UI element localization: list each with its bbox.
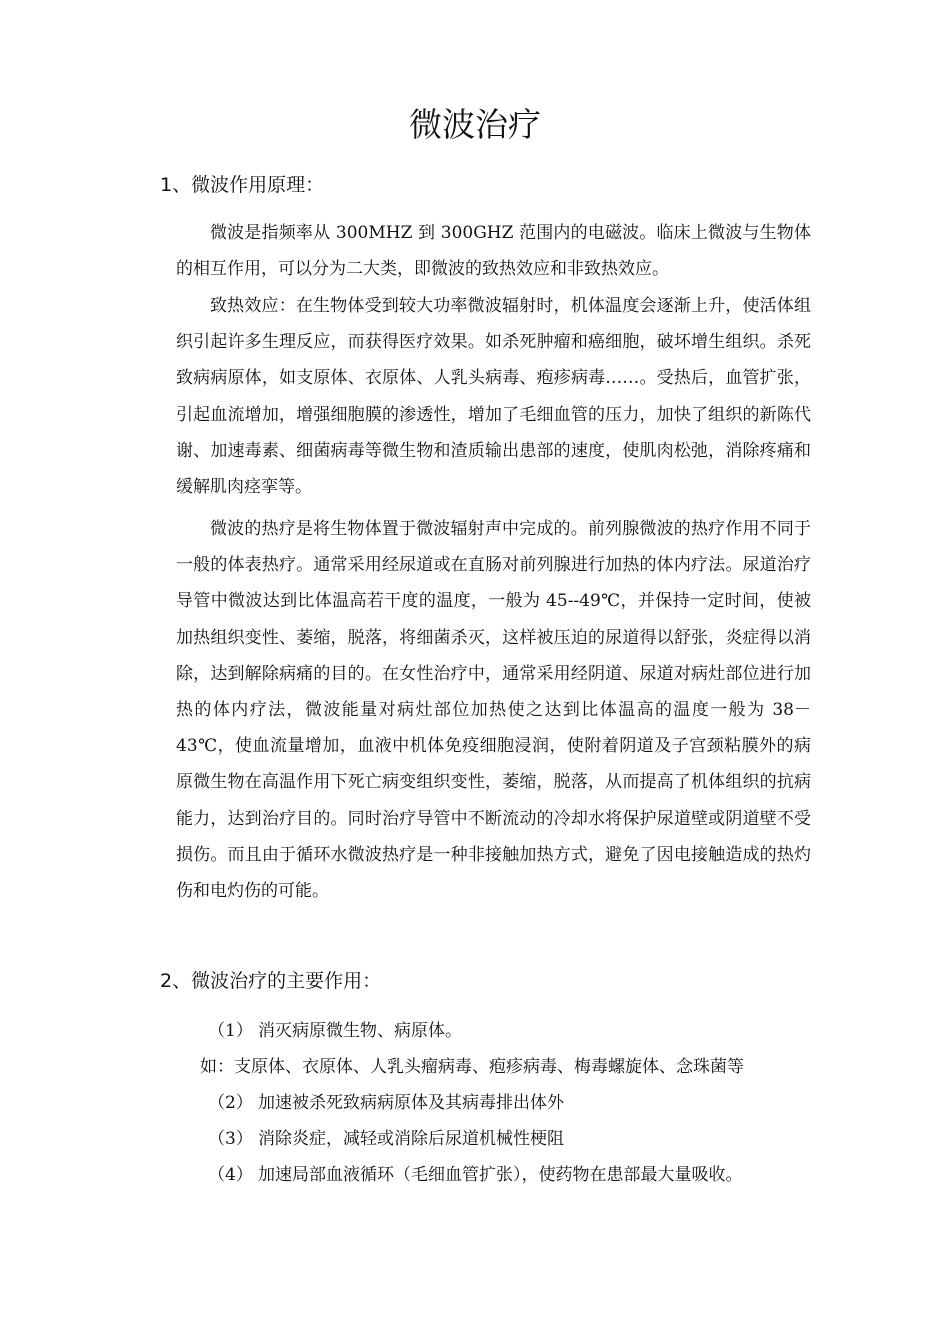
list-item-number: （4） bbox=[208, 1165, 253, 1185]
list-item-example: 如：支原体、衣原体、人乳头瘤病毒、疱疹病毒、梅毒螺旋体、念珠菌等 bbox=[200, 1057, 744, 1077]
list-item-text: 加速局部血液循环（毛细血管扩张），使药物在患部最大量吸收。 bbox=[258, 1165, 743, 1185]
paragraph-text: 微波是指频率从 300MHZ 到 300GHZ 范围内的电磁波。临床上微波与生物体的相互作用，可以分为二大类，即微波的致热效应和非致热效应。 bbox=[176, 223, 811, 280]
list-item bbox=[200, 1013, 815, 1049]
list-item bbox=[200, 1085, 815, 1121]
list-item-number: （1） bbox=[208, 1021, 253, 1041]
section-1-paragraph-1 bbox=[176, 215, 811, 287]
section-1-heading: 1、微波作用原理： bbox=[160, 174, 325, 196]
list-item-number: （3） bbox=[208, 1129, 253, 1149]
list-item-text: 消灭病原微生物、病原体。 bbox=[258, 1021, 462, 1041]
section-1-paragraph-3 bbox=[176, 511, 811, 909]
list-item bbox=[200, 1121, 815, 1157]
section-2-heading: 2、微波治疗的主要作用： bbox=[160, 970, 382, 992]
list-item-text: 消除炎症，减轻或消除后尿道机械性梗阻 bbox=[258, 1129, 564, 1149]
paragraph-text: 微波的热疗是将生物体置于微波辐射声中完成的。前列腺微波的热疗作用不同于一般的体表热疗。通常采用经尿道或在直肠对前列腺进行加热的体内疗法。尿道治疗导管中微波达到比体温高若干度的温度，一般为 45--49℃，并保持一定时间，使被加热组织变性、萎缩，脱落，将细菌杀灭，这样被压迫的尿道得以舒张，炎症得以消除，达到解除病痛的目的。在女性治疗中，通常采用经阴道、尿道对病灶部位进行加热的体内疗法，微波能量对病灶部位加热使之达到比体温高的温度一般为 38－43℃，使血流量增加，血液中机体免疫细胞浸润，使附着阴道及子宫颈粘膜外的病原微生物在高温作用下死亡病变组织变性，萎缩，脱落，从而提高了机体组织的抗病能力，达到治疗目的。同时治疗导管中不断流动的冷却水将保护尿道壁或阴道壁不受损伤。而且由于循环水微波热疗是一种非接触加热方式，避免了因电接触造成的热灼伤和电灼伤的可能。 bbox=[176, 519, 811, 902]
section-1-paragraph-2 bbox=[176, 288, 811, 505]
list-item-text: 加速被杀死致病病原体及其病毒排出体外 bbox=[258, 1093, 564, 1113]
list-item bbox=[200, 1157, 815, 1193]
paragraph-text: 致热效应：在生物体受到较大功率微波辐射时，机体温度会逐渐上升，使活体组织引起许多生理反应，而获得医疗效果。如杀死肿瘤和癌细胞，破坏增生组织。杀死致病病原体，如支原体、衣原体、人乳头病毒、疱疹病毒……。受热后，血管扩张，引起血流增加，增强细胞膜的渗透性，增加了毛细血管的压力，加快了组织的新陈代谢、加速毒素、细菌病毒等微生物和渣质输出患部的速度，使肌肉松弛，消除疼痛和缓解肌肉痉挛等。 bbox=[176, 296, 811, 498]
document-title: 微波治疗 bbox=[409, 105, 541, 144]
effects-list bbox=[200, 1013, 815, 1193]
list-item-number: （2） bbox=[208, 1093, 253, 1113]
